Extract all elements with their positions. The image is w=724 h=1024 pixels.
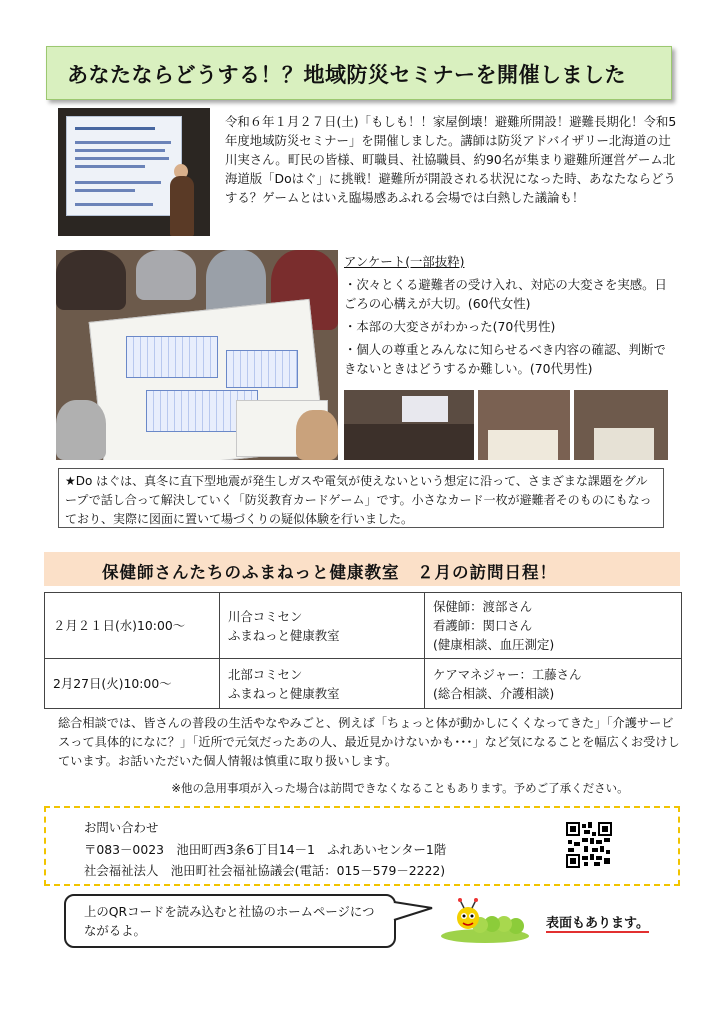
contact-org: 社会福祉法人 池田町社会福祉協議会(電話：015－579－2222) xyxy=(84,863,446,878)
bubble-text: 上のQRコードを読み込むと社協のホームページにつながるよ。 xyxy=(84,904,375,938)
visit-place: 北部コミセン ふまねっと健康教室 xyxy=(220,659,425,709)
table-row xyxy=(45,593,682,659)
contact-address: 〒083－0023 池田町西3条6丁目14－1 ふれあいセンター1階 xyxy=(84,842,447,857)
visit-date: ２月２１日(水)10:00～ xyxy=(45,593,220,659)
do-hagu-explanation: ★Do はぐは、真冬に直下型地震が発生しガスや電気が使えないという想定に沿って、さまざまな課題をグループで話し合って解決していく「防災教育カードゲーム」です。小さなカード一枚が避難者そのものにもなっており、実際に図面に置いて場づくりの疑似体験を行いました。 xyxy=(58,468,664,528)
page-title: あなたならどうする！？地域防災セミナーを開催しました xyxy=(67,63,626,87)
visit-staff: ケアマネジャー：工藤さん (総合相談、介護相談) xyxy=(425,659,682,709)
group-discussion-photo xyxy=(478,390,570,460)
consultation-note: 総合相談では、皆さんの普段の生活やなやみごと、例えば「ちょっと体が動かしにくくなってきた」「介護サービスって具体的になに？」「近所で元気だったあの人、最近見かけないかも･･･」など気になることを幅広くお受けしています。お話いただいた個人情報は慎重に取り扱いします。 xyxy=(58,716,680,768)
survey-item: ・個人の尊重とみんなに知らせるべき内容の確認、判断できないときはどうするか難しい。(70代男性) xyxy=(344,342,666,376)
survey-item: ・本部の大変さがわかった(70代男性) xyxy=(344,319,556,334)
table-row xyxy=(45,659,682,709)
survey-section xyxy=(344,252,674,382)
speech-bubble xyxy=(64,894,396,948)
visit-date: 2月27日(火)10:00～ xyxy=(45,659,220,709)
health-section-banner xyxy=(44,552,680,586)
seminar-lecture-photo xyxy=(58,108,210,236)
group-discussion-photo-2 xyxy=(574,390,668,460)
health-section-title: 保健師さんたちのふまねっと健康教室 ２月の訪問日程！ xyxy=(102,563,557,582)
bubble-tail-icon xyxy=(392,896,436,926)
survey-title: アンケート(一部抜粋) xyxy=(344,254,465,269)
visit-place: 川合コミセン ふまねっと健康教室 xyxy=(220,593,425,659)
seminar-intro-text: 令和６年１月２７日(土)「もしも！！家屋倒壊！避難所開設！避難長期化！令和5年度地域防災セミナー」を開催しました。講師は防災アドバイザリー北海道の辻川実さん。町民の皆様、町職員、社協職員、約90名が集まり避難所運営ゲーム北海道版「Doはぐ」に挑戦！避難所が開設される状況になった時、あなたならどうする？ゲームとはいえ臨場感あふれる会場では白熱した議論も！ xyxy=(225,114,677,205)
header-banner xyxy=(46,46,672,100)
game-table-photo xyxy=(56,250,338,460)
visit-staff: 保健師：渡部さん 看護師：関口さん (健康相談、血圧測定) xyxy=(425,593,682,659)
seminar-hall-photo xyxy=(344,390,474,460)
survey-item: ・次々とくる避難者の受け入れ、対応の大変さを実感。日ごろの心構えが大切。(60代女性) xyxy=(344,277,667,311)
visit-schedule-table xyxy=(44,592,682,709)
qr-code[interactable] xyxy=(566,822,612,868)
back-page-note: 表面もあります。 xyxy=(546,912,649,933)
caterpillar-mascot-icon xyxy=(440,896,530,944)
contact-heading: お問い合わせ xyxy=(84,820,159,835)
visit-disclaimer: ※他の急用事項が入った場合は訪問できなくなることもあります。予めご了承ください。 xyxy=(171,781,629,795)
